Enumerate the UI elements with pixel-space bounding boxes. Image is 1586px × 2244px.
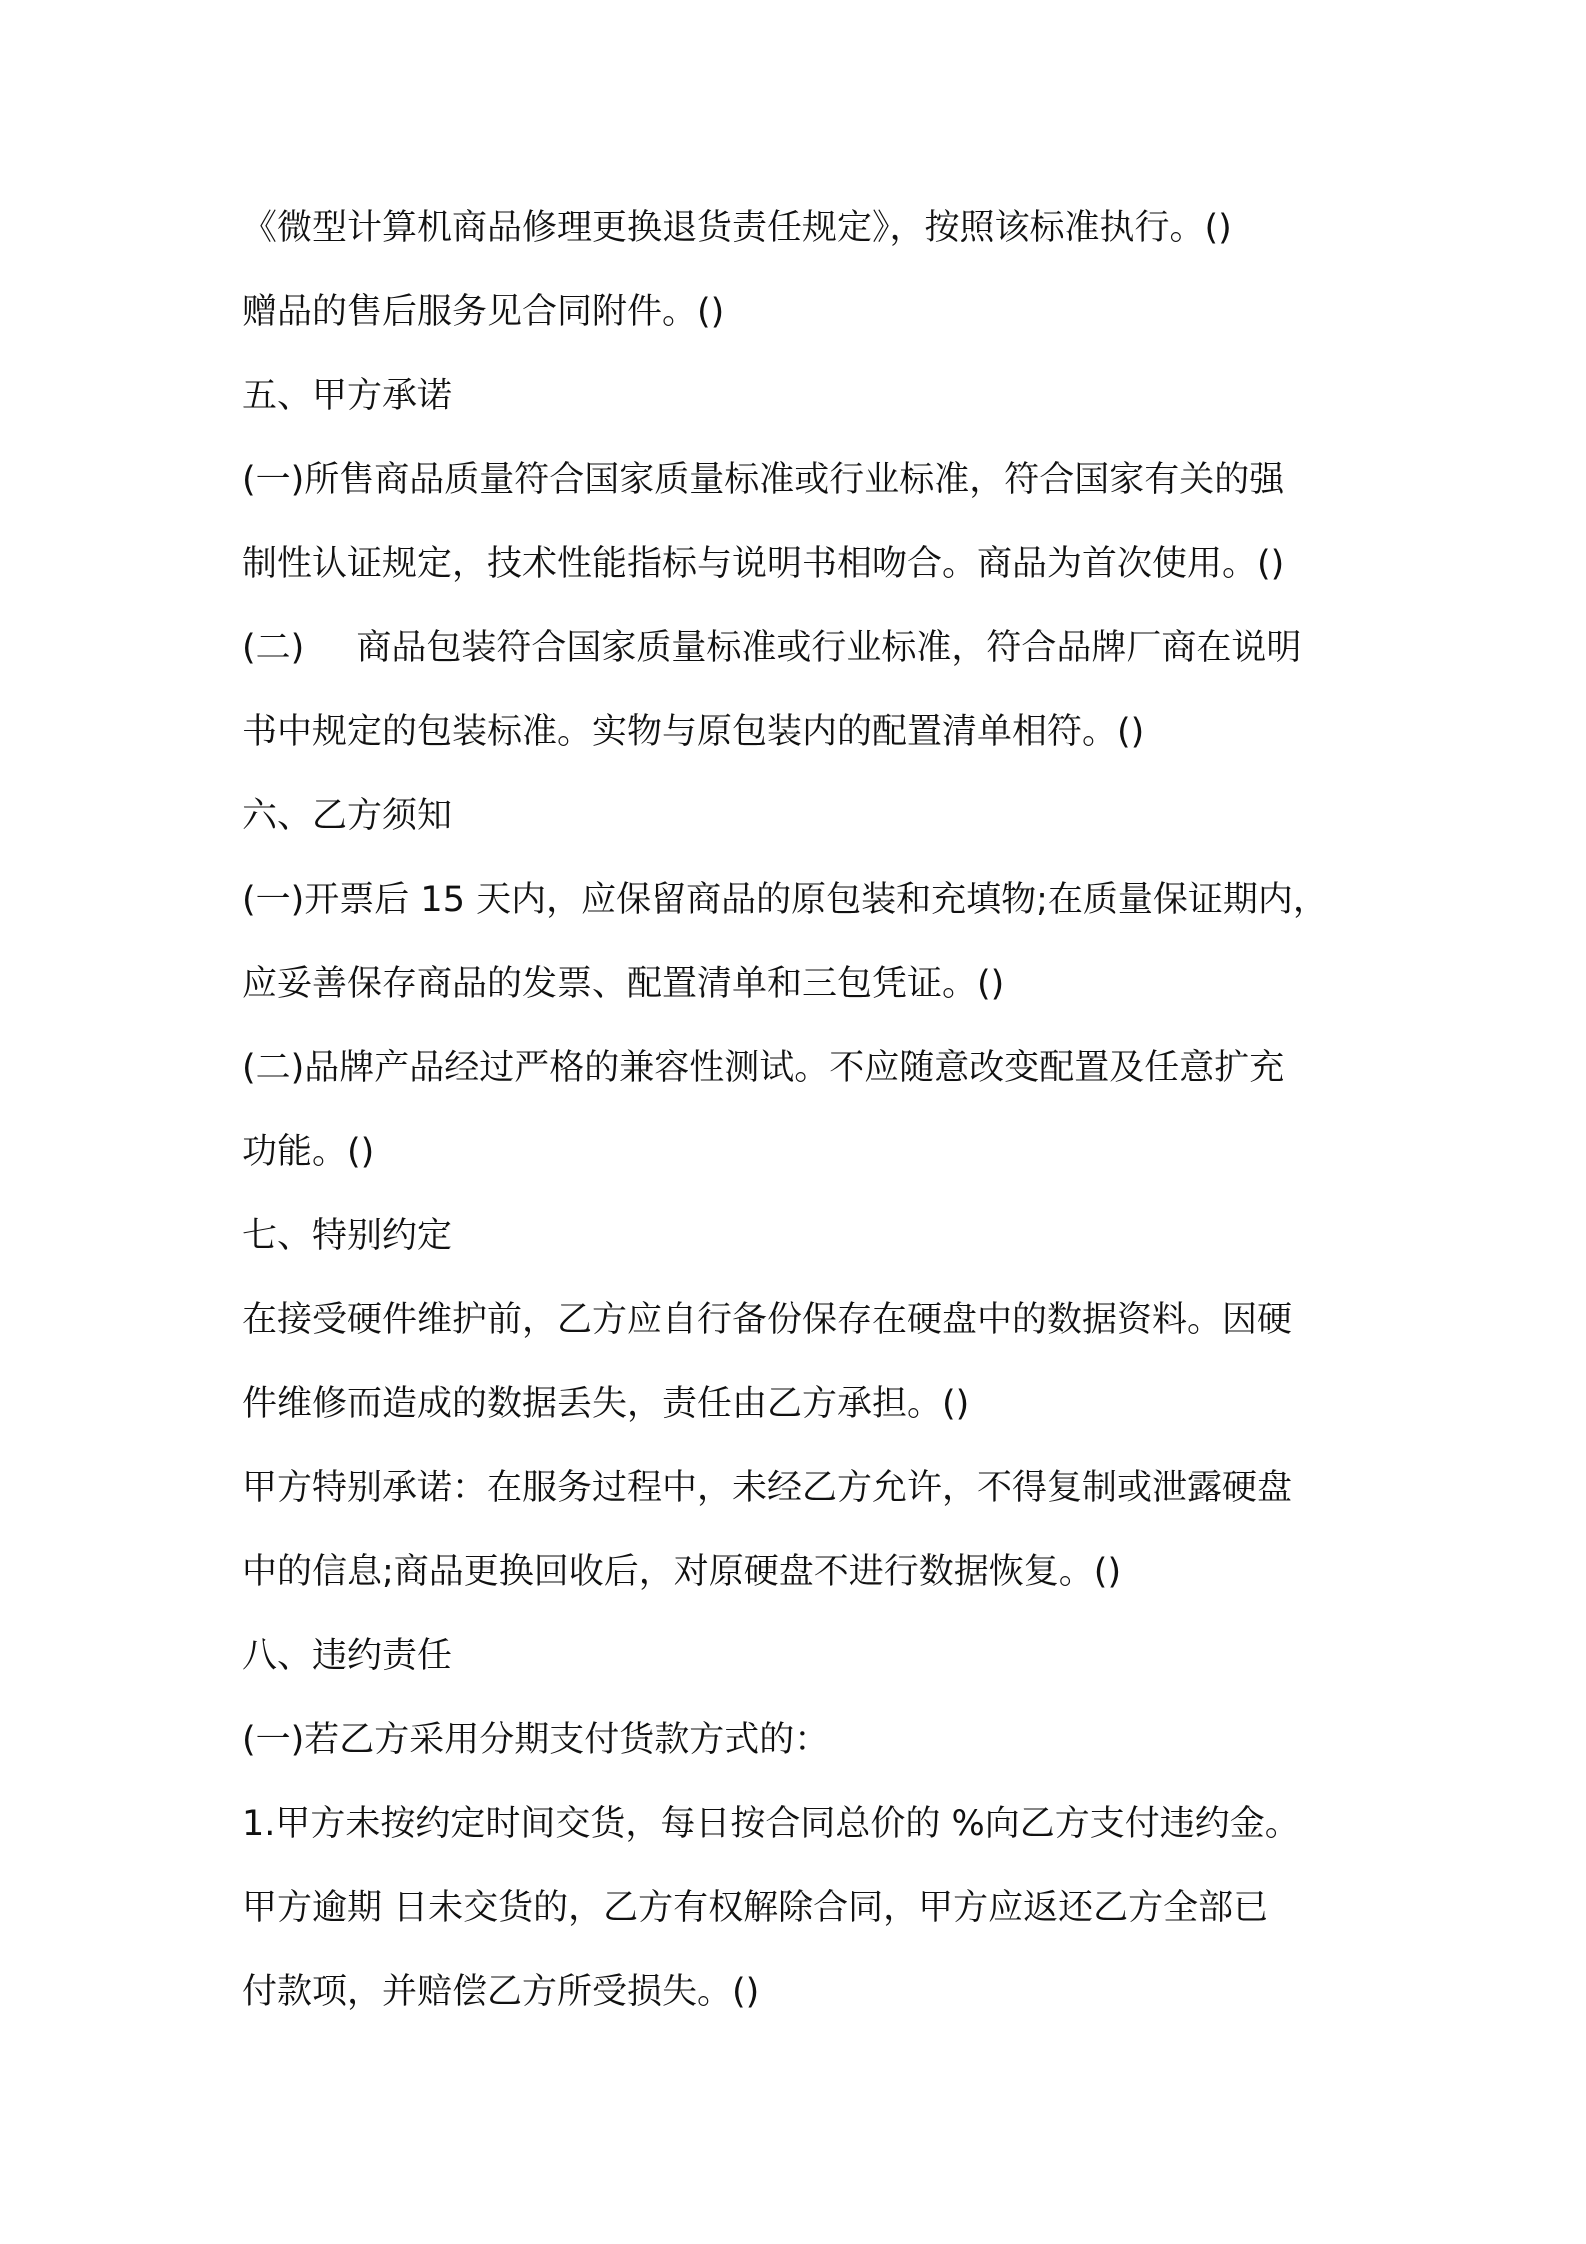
text-line: (二)品牌产品经过严格的兼容性测试。不应随意改变配置及任意扩充	[242, 1048, 1285, 1088]
text-line: 应妥善保存商品的发票、配置清单和三包凭证。()	[242, 964, 1005, 1004]
section-heading: 六、乙方须知	[242, 796, 453, 836]
text-line: 制性认证规定，技术性能指标与说明书相吻合。商品为首次使用。()	[242, 544, 1285, 584]
text-line: 在接受硬件维护前，乙方应自行备份保存在硬盘中的数据资料。因硬	[242, 1300, 1293, 1340]
clause-packaging	[242, 626, 1301, 670]
section-heading: 七、特别约定	[242, 1216, 453, 1256]
text-line: (一)若乙方采用分期支付货款方式的：	[242, 1720, 830, 1760]
text-line: 功能。()	[242, 1132, 375, 1172]
text-line: 1.甲方未按约定时间交货，每日按合同总价的 %向乙方支付违约金。	[242, 1804, 1300, 1844]
text-line: 中的信息;商品更换回收后，对原硬盘不进行数据恢复。()	[242, 1552, 1122, 1592]
text-line: 甲方特别承诺：在服务过程中，未经乙方允许，不得复制或泄露硬盘	[242, 1468, 1293, 1508]
text-line: 甲方逾期 日未交货的，乙方有权解除合同，甲方应返还乙方全部已	[242, 1888, 1269, 1928]
clause-text: 商品包装符合国家质量标准或行业标准，符合品牌厂商在说明	[356, 628, 1302, 668]
section-heading: 五、甲方承诺	[242, 376, 453, 416]
text-line: 书中规定的包装标准。实物与原包装内的配置清单相符。()	[242, 712, 1145, 752]
text-line: (一)所售商品质量符合国家质量标准或行业标准，符合国家有关的强	[242, 460, 1285, 500]
text-line: 件维修而造成的数据丢失，责任由乙方承担。()	[242, 1384, 970, 1424]
text-line: 赠品的售后服务见合同附件。()	[242, 292, 725, 332]
text-line: (一)开票后 15 天内，应保留商品的原包装和充填物;在质量保证期内，	[242, 880, 1328, 920]
section-heading: 八、违约责任	[242, 1636, 453, 1676]
clause-number: (二)	[242, 628, 305, 668]
text-line: 付款项，并赔偿乙方所受损失。()	[242, 1972, 760, 2012]
text-line: 《微型计算机商品修理更换退货责任规定》，按照该标准执行。()	[242, 208, 1232, 248]
